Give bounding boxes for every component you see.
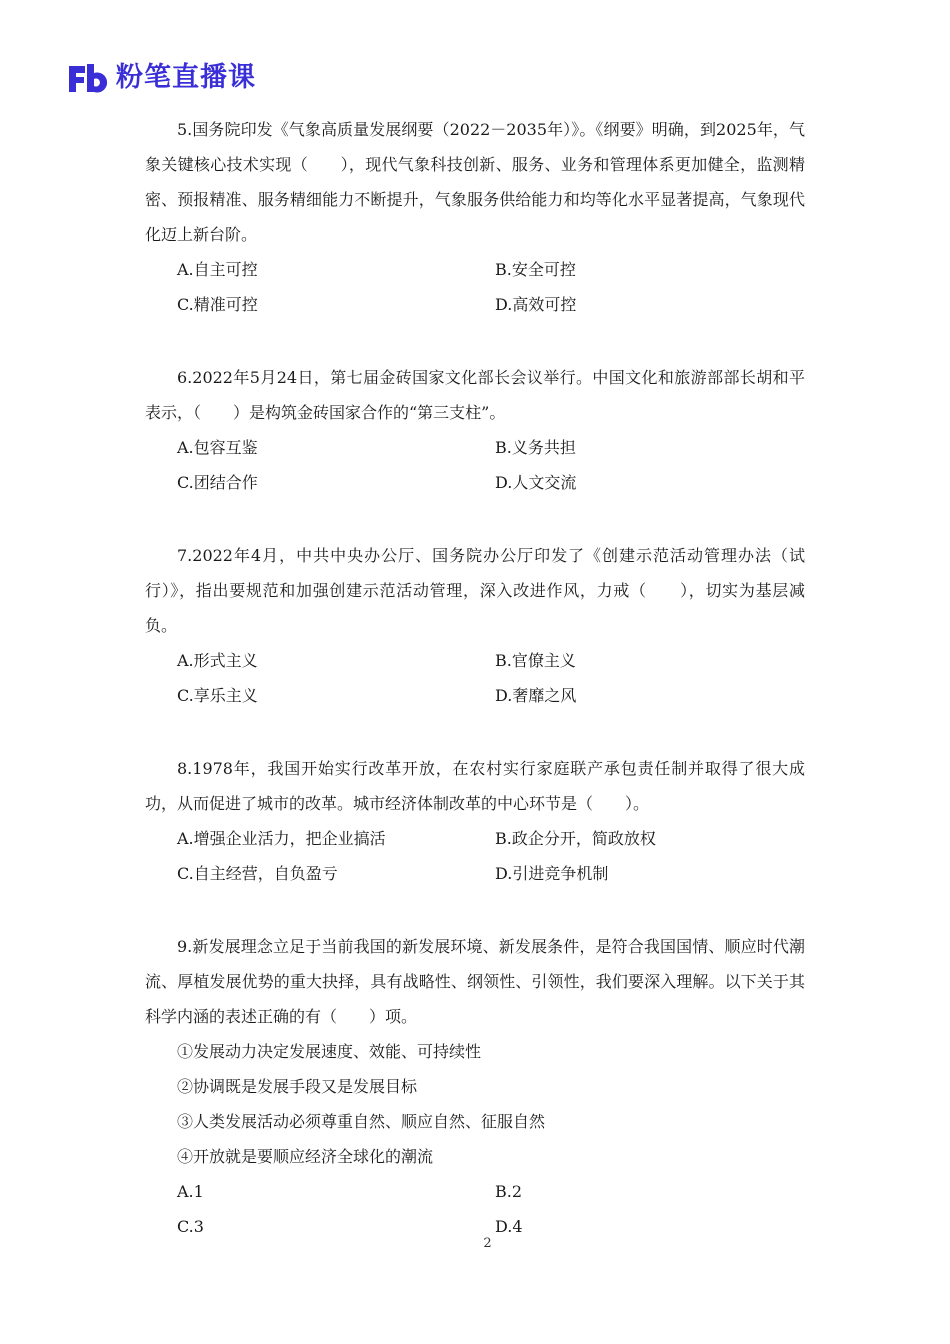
answer-option: C.团结合作 [177,473,258,492]
answer-option: B.2 [495,1182,523,1201]
header [66,58,256,98]
answer-option: A.增强企业活力，把企业搞活 [177,829,386,848]
answer-option: B.政企分开，简政放权 [495,829,656,848]
answer-option: C.自主经营，自负盈亏 [177,864,338,883]
answer-option: A.包容互鉴 [177,438,258,457]
answer-option: D.引进竞争机制 [495,864,609,883]
question-block [145,112,805,322]
answer-option: A.形式主义 [177,651,258,670]
answer-option: B.安全可控 [495,260,576,279]
question-statement: ①发展动力决定发展速度、效能、可持续性 [177,1042,482,1061]
question-stem: 9.新发展理念立足于当前我国的新发展环境、新发展条件，是符合我国国情、顺应时代潮流、厚植发展优势的重大抉择，具有战略性、纲领性、引领性，我们要深入理解。以下关于其科学内涵的表述正确的有（ ）项。 [145,937,805,1026]
answer-option: D.4 [495,1217,523,1236]
option-grid [145,252,805,322]
question-stem: 5.国务院印发《气象高质量发展纲要（2022－2035年）》。《纲要》明确，到2025年，气象关键核心技术实现（ ），现代气象科技创新、服务、业务和管理体系更加健全，监测精密、预报精准、服务精细能力不断提升，气象服务供给能力和均等化水平显著提高，气象现代化迈上新台阶。 [145,120,805,244]
answer-option: C.享乐主义 [177,686,258,705]
answer-option: A.自主可控 [177,260,258,279]
question-stem: 6.2022年5月24日，第七届金砖国家文化部长会议举行。中国文化和旅游部部长胡和平表示，（ ）是构筑金砖国家合作的“第三支柱”。 [145,368,805,422]
question-stem: 7.2022年4月，中共中央办公厅、国务院办公厅印发了《创建示范活动管理办法（试行）》，指出要规范和加强创建示范活动管理，深入改进作风，力戒（ ），切实为基层减负。 [145,546,805,635]
question-block [145,538,805,713]
option-grid [145,1174,805,1244]
answer-option: B.官僚主义 [495,651,576,670]
question-list [145,112,805,1282]
answer-option: D.奢靡之风 [495,686,577,705]
question-block [145,929,805,1244]
answer-option: B.义务共担 [495,438,576,457]
answer-option: D.高效可控 [495,295,577,314]
option-grid [145,821,805,891]
answer-option: A.1 [177,1182,204,1201]
question-block [145,360,805,500]
answer-option: C.3 [177,1217,204,1236]
brand-title: 粉笔直播课 [116,62,256,93]
question-statement: ②协调既是发展手段又是发展目标 [177,1077,418,1096]
answer-option: D.人文交流 [495,473,577,492]
option-grid [145,430,805,500]
option-grid [145,643,805,713]
question-statement: ④开放就是要顺应经济全球化的潮流 [177,1147,434,1166]
question-stem: 8.1978年，我国开始实行改革开放，在农村实行家庭联产承包责任制并取得了很大成功，从而促进了城市的改革。城市经济体制改革的中心环节是（ ）。 [145,759,805,813]
answer-option: C.精准可控 [177,295,258,314]
fb-logo-icon [66,60,110,96]
question-statement: ③人类发展活动必须尊重自然、顺应自然、征服自然 [177,1112,546,1131]
question-block [145,751,805,891]
page-number: 2 [483,1236,492,1251]
